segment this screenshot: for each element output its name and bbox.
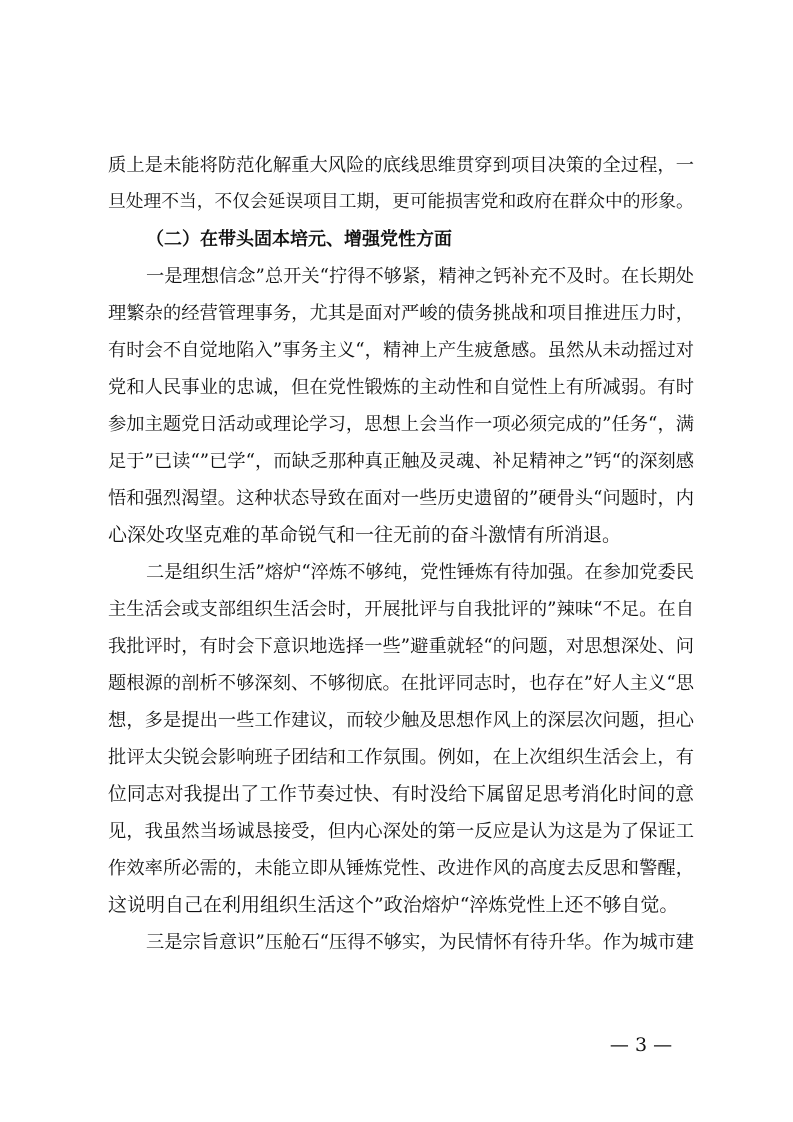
text-line: 理繁杂的经营管理事务，尤其是面对严峻的债务挑战和项目推进压力时， [108,303,694,324]
text-line: 批评太尖锐会影响班子团结和工作氛围。例如，在上次组织生活会上，有 [108,747,694,768]
text-line: 旦处理不当，不仅会延误项目工期，更可能损害党和政府在群众中的形象。 [108,192,694,212]
text-line: 二是组织生活”熔炉“淬炼不够纯，党性锤炼有待加强。在参加党委民 [146,562,694,583]
text-line: 三是宗旨意识”压舱石“压得不够实，为民情怀有待升华。作为城市建 [146,932,694,953]
text-line: 参加主题党日活动或理论学习，思想上会当作一项必须完成的”任务“，满 [108,414,694,435]
text-line: 有时会不自觉地陷入”事务主义“，精神上产生疲惫感。虽然从未动摇过对 [108,340,694,361]
text-line: 党和人民事业的忠诚，但在党性锻炼的主动性和自觉性上有所减弱。有时 [108,377,694,398]
text-line: 质上是未能将防范化解重大风险的底线思维贯穿到项目决策的全过程，一 [108,155,694,176]
section-heading: （二）在带头固本培元、增强党性方面 [146,229,452,250]
text-line: 题根源的剖析不够深刻、不够彻底。在批评同志时，也存在”好人主义“思 [108,673,694,694]
text-line: 想，多是提出一些工作建议，而较少触及思想作风上的深层次问题，担心 [108,710,694,731]
text-line: 作效率所必需的，未能立即从锤炼党性、改进作风的高度去反思和警醒， [108,858,694,879]
text-line: 足于”已读“”已学“，而缺乏那种真正触及灵魂、补足精神之”钙“的深刻感 [108,451,694,472]
text-line: 见，我虽然当场诚恳接受，但内心深处的第一反应是认为这是为了保证工 [108,821,694,842]
text-line: 我批评时，有时会下意识地选择一些”避重就轻“的问题，对思想深处、问 [108,636,694,657]
text-line: 这说明自己在利用组织生活这个”政治熔炉“淬炼党性上还不够自觉。 [108,894,679,916]
text-line: 位同志对我提出了工作节奏过快、有时没给下属留足思考消化时间的意 [108,784,694,805]
page-number: — 3 — [609,1034,673,1056]
text-line: 一是理想信念”总开关“拧得不够紧，精神之钙补充不及时。在长期处 [146,266,694,287]
text-line: 主生活会或支部组织生活会时，开展批评与自我批评的”辣味“不足。在自 [108,599,694,620]
body-text [108,147,694,961]
text-line: 悟和强烈渴望。这种状态导致在面对一些历史遗留的”硬骨头“问题时，内 [108,488,694,509]
text-line: 心深处攻坚克难的革命锐气和一往无前的奋斗激情有所消退。 [108,524,622,546]
